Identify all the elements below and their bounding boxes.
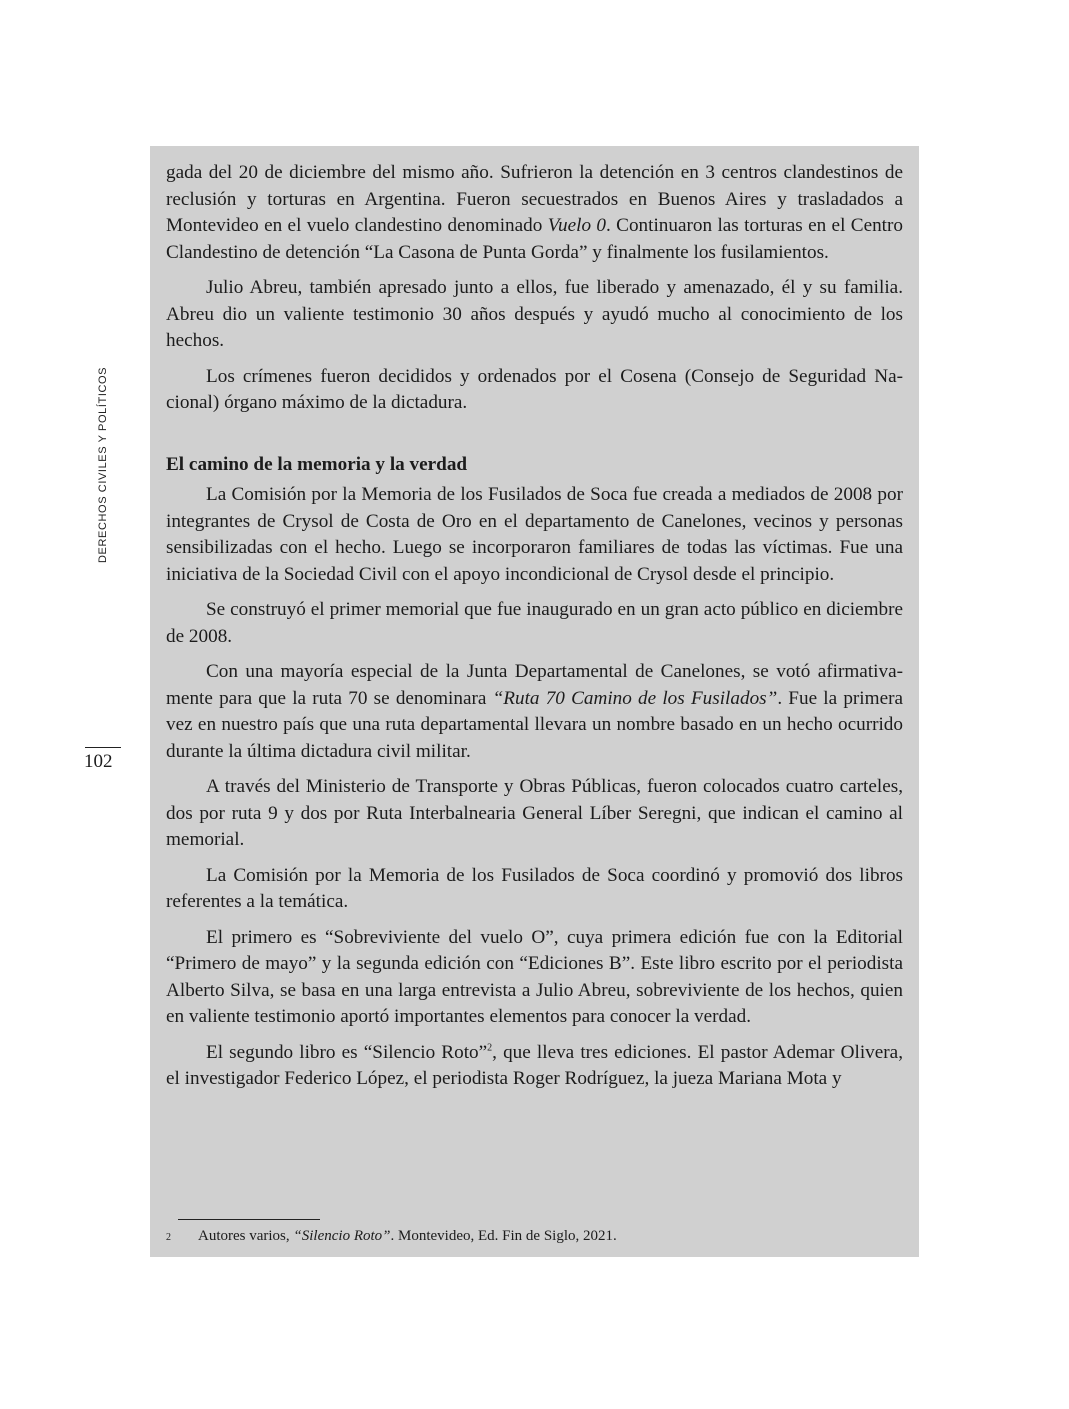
paragraph-1-text: gada del 20 de diciembre del mismo año. Sufrieron la detención en 3 centros clandestinos de reclusión y torturas en Argentina. Fueron secuestrados en Buenos Aires y trasladados a Montevideo en el vuelo clandestino denominado [166,162,903,236]
page-number: 102 [84,751,113,772]
footnote [166,1226,617,1246]
running-section-title: DERECHOS CIVILES Y POLÍTICOS [97,366,109,563]
paragraph-4: La Comisión por la Memoria de los Fusilados de Soca fue creada a mediados de 2008 por integrantes de Crysol de Costa de Oro en el departamento de Canelones, vecinos y personas sensibilizadas con el hecho. Luego se incorporaron familiares de todas las víctimas. Fue una iniciativa de la Sociedad Civil con el apoyo incondicional de Crysol desde el principio. [166,484,903,585]
page-number-rule [85,747,121,748]
paragraph-2: Julio Abreu, también apresado junto a ellos, fue liberado y amenazado, él y su familia. Abreu dio un valiente testimonio 30 años después y ayudó mucho al conocimiento de los hechos. [166,277,903,351]
footnote-end: . Montevideo, Ed. Fin de Siglo, 2021. [390,1228,617,1244]
paragraph-10 [166,1040,903,1093]
section-heading: El camino de la memoria y la verdad [166,453,468,475]
paragraph-6-text: Con una mayoría especial de la Junta Departamental de Canelones, se votó afirmativamente para que la ruta 70 se denominara [166,661,903,709]
paragraph-5: Se construyó el primer memorial que fue inaugurado en un gran acto público en diciembre de 2008. [166,599,903,647]
footnote-italic: “Silencio Roto” [293,1228,391,1244]
footnote-number: 2 [166,1232,171,1243]
paragraph-10-end: , que lleva tres ediciones. El pastor Ademar Olivera, el investigador Federico López, el periodista Roger Rodríguez, la jueza Mariana Mota y [166,1041,903,1089]
paragraph-6-italic: “Ruta 70 Camino de los Fusilados” [492,687,778,709]
body-text [166,160,903,1102]
paragraph-1-italic: Vuelo 0 [547,215,606,236]
footnote-reference[interactable]: 2 [487,1042,493,1054]
paragraph-8: La Comisión por la Memoria de los Fusilados de Soca coordinó y promovió dos libros referentes a la temática. [166,864,903,912]
paragraph-9: El primero es “Sobreviviente del vuelo O”, cuya primera edición fue con la Editorial “Primero de mayo” y la segunda edición con “Ediciones B”. Este libro escrito por el periodista Alberto Silva, se basa en una larga entrevista a Julio Abreu, sobreviviente de los hechos, quien en valiente testimonio aportó importantes elementos para conocer la verdad. [166,926,903,1027]
paragraph-6 [166,659,903,765]
footnote-separator [178,1219,320,1220]
footnote-text: Autores varios, [198,1228,294,1244]
paragraph-6-end: . Fue la primera vez en nuestro país que una ruta departamental llevara un nombre basado en un hecho ocurrido durante la última dictadura civil militar. [166,687,903,762]
paragraph-1-end: . Continuaron las torturas en el Centro Clandestino de detención “La Casona de Punta Gorda” y finalmente los fusilamientos. [166,215,903,263]
paragraph-3: Los crímenes fueron decididos y ordenados por el Cosena (Consejo de Seguridad Nacional) órgano máximo de la dictadura. [166,365,903,413]
paragraph-10-text: El segundo libro es “Silencio Roto” [206,1041,488,1063]
paragraph-1 [166,160,903,266]
paragraph-7: A través del Ministerio de Transporte y Obras Públicas, fueron colocados cuatro carteles, dos por ruta 9 y dos por Ruta Interbalnearia General Líber Seregni, que indican el camino al memorial. [166,776,903,850]
